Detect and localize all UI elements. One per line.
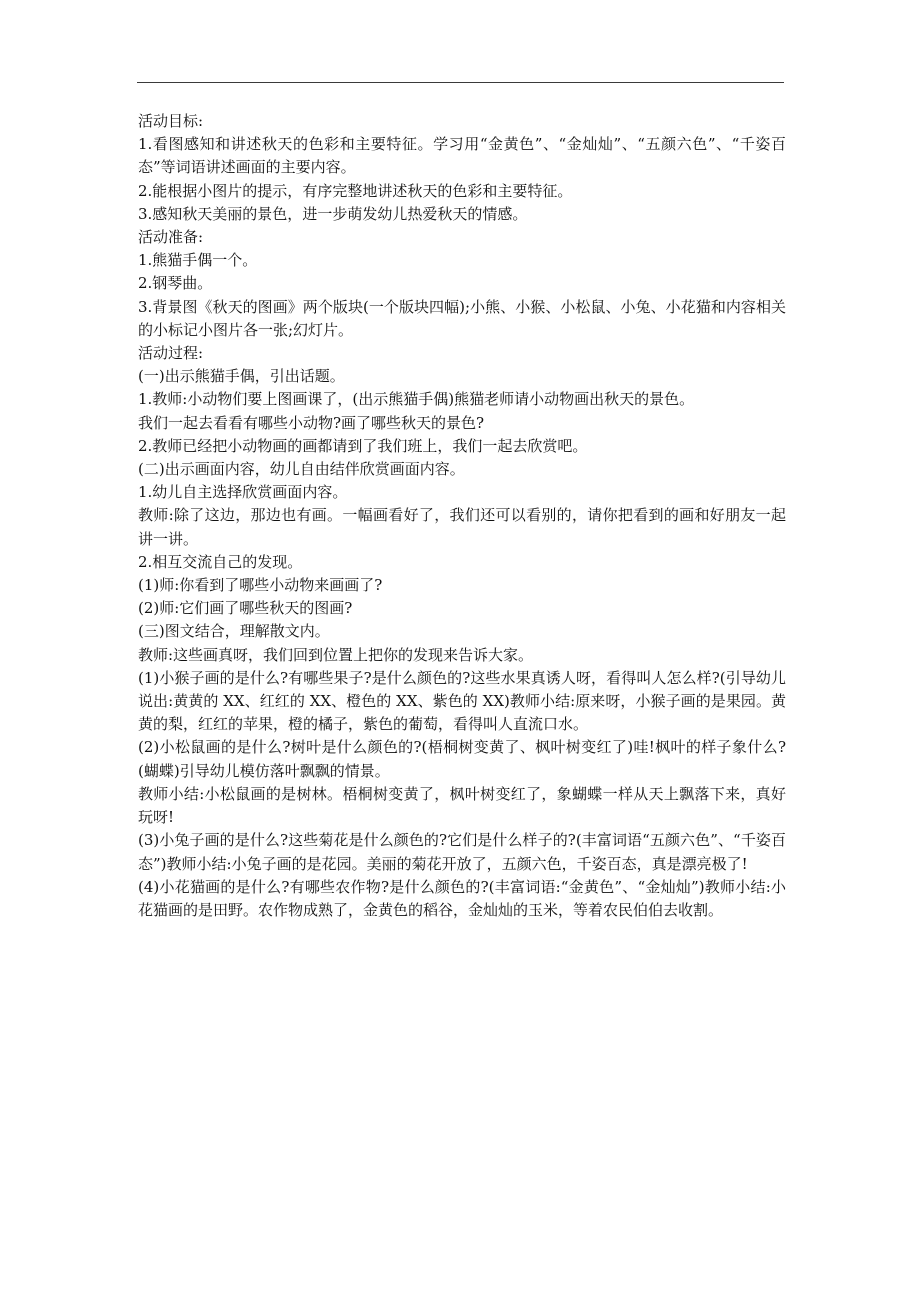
paragraph: (1)师:你看到了哪些小动物来画画了? (138, 576, 383, 595)
paragraph: 1.幼儿自主选择欣赏画面内容。 (138, 483, 348, 502)
paragraph: (二)出示画面内容，幼儿自由结伴欣赏画面内容。 (138, 460, 465, 479)
paragraph: 2.相互交流自己的发现。 (138, 552, 303, 571)
section-heading-goals: 活动目标: (138, 112, 204, 130)
paragraph: 教师小结:小松鼠画的是树林。梧桐树变黄了，枫叶树变红了，象蝴蝶一样从天上飘落下来，真好玩呀! (138, 784, 786, 827)
paragraph: (2)师:它们画了哪些秋天的图画? (138, 599, 353, 618)
paragraph: 2.钢琴曲。 (138, 274, 213, 293)
header-rule (137, 82, 784, 83)
paragraph: 1.看图感知和讲述秋天的色彩和主要特征。学习用“金黄色”、“金灿灿”、“五颜六色”、“千姿百态”等词语讲述画面的主要内容。 (138, 135, 786, 177)
document-body (138, 110, 786, 922)
paragraph: (4)小花猫画的是什么?有哪些农作物?是什么颜色的?(丰富词语:“金黄色”、“金灿灿”)教师小结:小花猫画的是田野。农作物成熟了，金黄色的稻谷，金灿灿的玉米，等着农民伯伯去收割。 (138, 877, 786, 919)
paragraph: 教师:这些画真呀，我们回到位置上把你的发现来告诉大家。 (138, 645, 534, 664)
paragraph: (一)出示熊猫手偶，引出话题。 (138, 367, 345, 386)
paragraph: 2.教师已经把小动物画的画都请到了我们班上，我们一起去欣赏吧。 (138, 436, 588, 455)
paragraph: 3.感知秋天美丽的景色，进一步萌发幼儿热爱秋天的情感。 (138, 204, 528, 223)
section-heading-preparation: 活动准备: (138, 228, 204, 247)
paragraph: 我们一起去看看有哪些小动物?画了哪些秋天的景色? (138, 413, 485, 432)
paragraph: 3.背景图《秋天的图画》两个版块(一个版块四幅);小熊、小猴、小松鼠、小兔、小花猫和内容相关的小标记小图片各一张;幻灯片。 (138, 297, 786, 339)
paragraph: (1)小猴子画的是什么?有哪些果子?是什么颜色的?这些水果真诱人呀，看得叫人怎么样?(引导幼儿说出:黄黄的 XX、红红的 XX、橙色的 XX、紫色的 XX)教师小结:原来呀，小猴子画的是果园。黄黄的梨，红红的苹果，橙的橘子，紫色的葡萄，看得叫人直流口水。 (138, 668, 786, 734)
paragraph: 2.能根据小图片的提示，有序完整地讲述秋天的色彩和主要特征。 (138, 181, 573, 200)
paragraph: (三)图文结合，理解散文内。 (138, 622, 330, 641)
paragraph: 1.熊猫手偶一个。 (138, 251, 258, 270)
paragraph: (3)小兔子画的是什么?这些菊花是什么颜色的?它们是什么样子的?(丰富词语“五颜六色”、“千姿百态”)教师小结:小兔子画的是花园。美丽的菊花开放了，五颜六色，千姿百态，真是漂亮极了! (138, 831, 786, 873)
section-heading-process: 活动过程: (138, 344, 204, 363)
paragraph: 教师:除了这边，那边也有画。一幅画看好了，我们还可以看别的，请你把看到的画和好朋友一起讲一讲。 (138, 506, 786, 548)
paragraph: (2)小松鼠画的是什么?树叶是什么颜色的?(梧桐树变黄了、枫叶树变红了)哇!枫叶的样子象什么?(蝴蝶)引导幼儿模仿落叶飘飘的情景。 (138, 738, 786, 780)
paragraph: 1.教师:小动物们要上图画课了，(出示熊猫手偶)熊猫老师请小动物画出秋天的景色。 (138, 390, 695, 409)
